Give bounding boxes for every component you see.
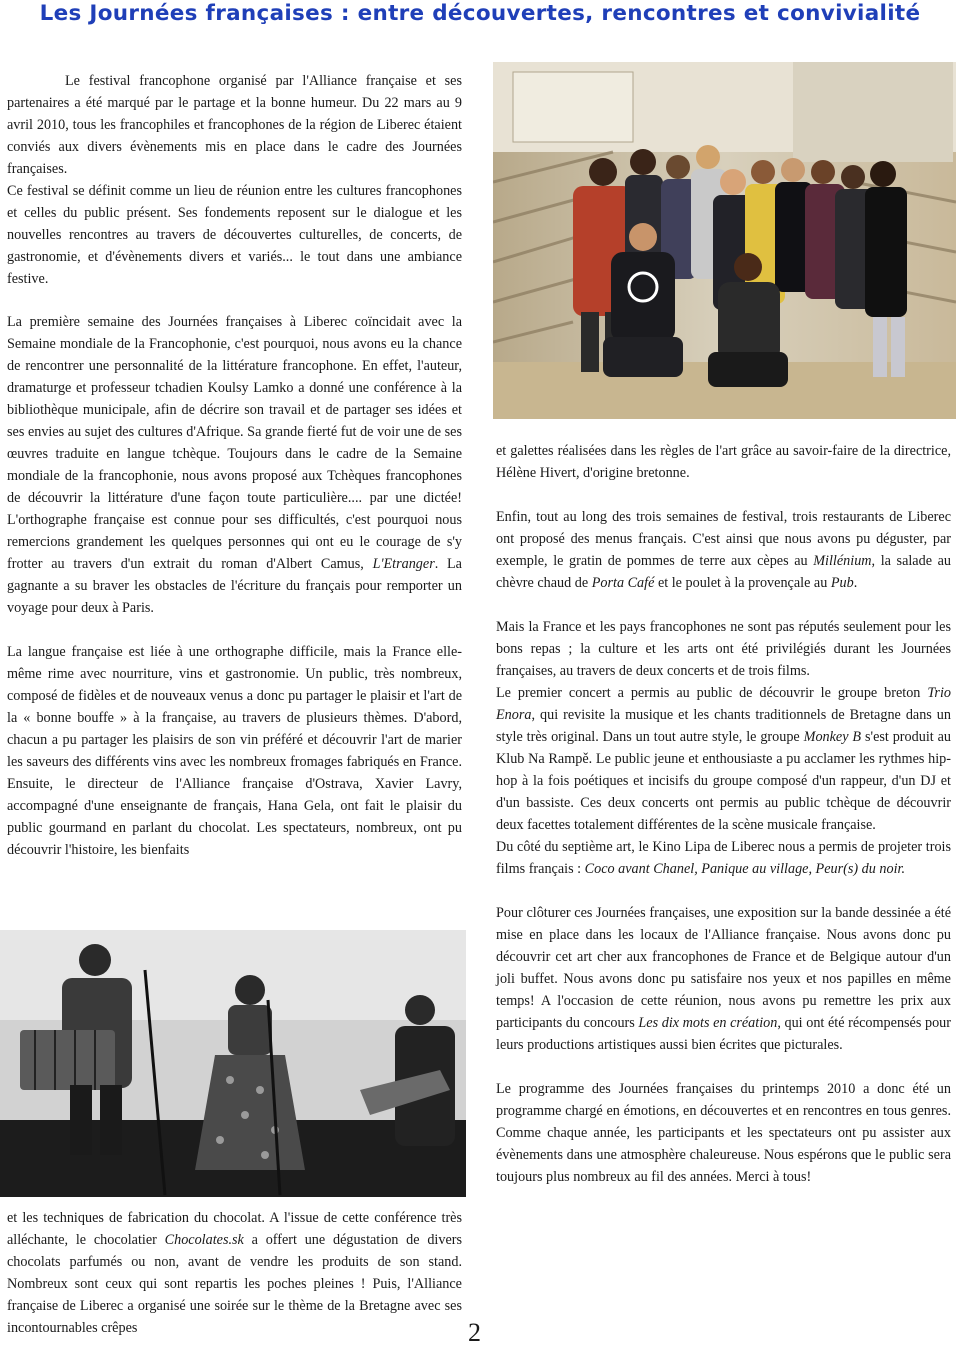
book-title: L'Etranger [372, 556, 435, 572]
left-column-bottom [7, 1207, 462, 1339]
paragraph-conclusion: Le programme des Journées françaises du printemps 2010 a donc été un programme chargé en émotions, en découvertes et en rencontres en tous genres. Comme chaque année, les participants et les spectateurs ont pu assister aux évènements dans une atmosphère chaleureuse. Nous espérons que le public sera toujours plus nombreux au fil des années. Merci à tous! [496, 1081, 951, 1185]
concert-photo-image [0, 930, 466, 1197]
paragraph-restaurants [496, 506, 951, 594]
intro-paragraph-2: Ce festival se définit comme un lieu de réunion entre les cultures francophones et celles du public présent. Ses fondements reposent sur le dialogue et les nouvelles rencontres au travers de découvertes culturelles, de concerts, de gastronomie, et d'évènements divers et variés... le tout dans une ambiance festive. [7, 183, 462, 287]
text-segment: La première semaine des Journées françaises à Liberec coïncidait avec la Semaine mondiale de la Francophonie, c'est pourquoi, nous avons eu la chance de rencontrer une personnalité de la littérature francophone. En effet, l'auteur, dramaturge et professeur tchadien Koulsy Lamko a donné une conférence à la bibliothèque municipale, afin de décrire son travail et de partager ses idées et ses envies au sujet des cultures d'Afrique. Sa grande fierté fut de voir une de ses œuvres traduite en langue tchèque. Toujours dans le cadre de la Semaine mondiale de la francophonie, nous avons proposé aux Tchèques francophones de découvrir la littérature d'une façon toute particulière.... par une dictée! L'orthographe française est connue pour ses difficultés, c'est pourquoi nous remercions grandement les quelques personnes qui ont eu le courage de s'y frotter au travers d'un extrait du roman d'Albert Camus, [7, 314, 462, 572]
text-segment: s'est produit au Klub Na Rampě. Le public jeune et enthousiaste a pu acclamer les rythmes hip-hop à la fois poétiques et incisifs du groupe composé d'un rappeur, d'un DJ et d'un bassiste. Ces deux concerts ont permis au public tchèque de découvrir deux facettes totalement différentes de la scène musicale française. [496, 729, 951, 833]
article-title: Les Journées françaises : entre découvertes, rencontres et convivialité [39, 1, 921, 26]
group-photo [493, 62, 956, 419]
text-segment: Du côté du septième art, le Kino Lipa de Liberec nous a permis de projeter trois films français : [496, 839, 951, 877]
text-segment: . La gagnante a su braver les obstacles de l'écriture du français pour remporter un voyage pour deux à Paris. [7, 556, 462, 616]
text-segment: , qui ont été récompensés pour leurs productions artistiques aussi bien écrites que picturales. [496, 1015, 951, 1053]
restaurant-name: Millénium [813, 553, 872, 569]
right-column [496, 440, 951, 1188]
group-photo-image [493, 62, 956, 419]
text-segment: Pour clôturer ces Journées françaises, une exposition sur la bande dessinée a été mise en place dans les locaux de l'Alliance française. Nous avons donc pu découvrir cet art cher aux francophones de France et de Belgique autour d'un joli buffet. Nous avons donc pu satisfaire nos yeux et nos papilles en même temps! A l'occasion de cette réunion, nous avons pu remettre les prix aux participants du concours [496, 905, 951, 1031]
text-segment: Le premier concert a permis au public de découvrir le groupe breton [496, 685, 928, 701]
text-segment: , la salade au chèvre chaud de [496, 553, 951, 591]
paragraph-culture: Mais la France et les pays francophones ne sont pas réputés seulement pour les bons repas ; la culture et les arts ont été privilégiés durant les Journées françaises, au travers de deux concerts et de trois films. [496, 619, 951, 679]
film-title: Panique au village, Peur(s) du noir. [701, 861, 906, 877]
film-title: Coco avant Chanel [584, 861, 695, 877]
intro-paragraph-1: Le festival francophone organisé par l'Alliance française et ses partenaires a été marqué par le partage et la bonne humeur. Du 22 mars au 9 avril 2010, tous les francophiles et francophones de la région de Liberec étaient conviés aux divers évènements mis en place dans le cadre des Journées françaises. [7, 73, 462, 177]
paragraph-concerts [496, 682, 951, 836]
intro-column [7, 70, 462, 290]
text-segment: . [853, 575, 858, 591]
text-segment: a offert une dégustation de divers chocolats parfumés ou non, avant de vendre les produits de son stand. Nombreux sont ceux qui sont repartis les poches pleines ! Puis, l'Alliance française de Liberec a organisé une soirée sur le thème de la Bretagne avec ses incontournables crêpes [7, 1232, 462, 1336]
band-name: Monkey B [803, 729, 862, 745]
paragraph-francophonie-week [7, 311, 462, 619]
chocolatier-name: Chocolates.sk [164, 1232, 244, 1248]
text-segment: , qui revisite la musique et les chants traditionnels de Bretagne dans un style très original. Dans un tout autre style, le groupe [496, 707, 951, 745]
paragraph-gastronomy: La langue française est liée à une orthographe difficile, mais la France elle-même rime avec nourriture, vins et gastronomie. Un public, très nombreux, composé de fidèles et de nouveaux venus a donc pu partager le plaisir et l'art de la « bonne bouffe » à la française, au travers de plusieurs thèmes. D'abord, chacun a pu partager les plaisirs de son vin préféré et découvrir l'art de marier les saveurs des différents vins avec les nombreux fromages fabriqués en France. Ensuite, le directeur de l'Alliance française d'Ostrava, Xavier Lavry, accompagné d'une enseignante de français, Hana Gela, ont fait le plaisir du public gourmand en parlant du chocolat. Les spectateurs, nombreux, ont pu découvrir l'histoire, les bienfaits [7, 644, 462, 858]
text-segment: et le poulet à la provençale au [654, 575, 831, 591]
band-name: Trio Enora [496, 685, 951, 723]
paragraph-exhibition [496, 902, 951, 1056]
paragraph-galettes: et galettes réalisées dans les règles de l'art grâce au savoir-faire de la directrice, Hélène Hivert, d'origine bretonne. [496, 443, 951, 481]
text-segment: et les techniques de fabrication du chocolat. A l'issue de cette conférence très alléchante, le chocolatier [7, 1210, 462, 1248]
text-segment: , [694, 861, 702, 877]
paragraph-films [496, 836, 951, 880]
paragraph-chocolate [7, 1207, 462, 1339]
text-segment: Enfin, tout au long des trois semaines de festival, trois restaurants de Liberec ont proposé des menus français. C'est ainsi que nous avons pu déguster, par exemple, le gratin de pommes de terre aux cèpes au [496, 509, 951, 569]
contest-name: Les dix mots en création [638, 1015, 778, 1031]
restaurant-name: Pub [830, 575, 854, 591]
concert-photo [0, 930, 466, 1197]
restaurant-name: Porta Café [591, 575, 655, 591]
left-column [7, 311, 462, 861]
page-number: 2 [468, 1318, 481, 1347]
